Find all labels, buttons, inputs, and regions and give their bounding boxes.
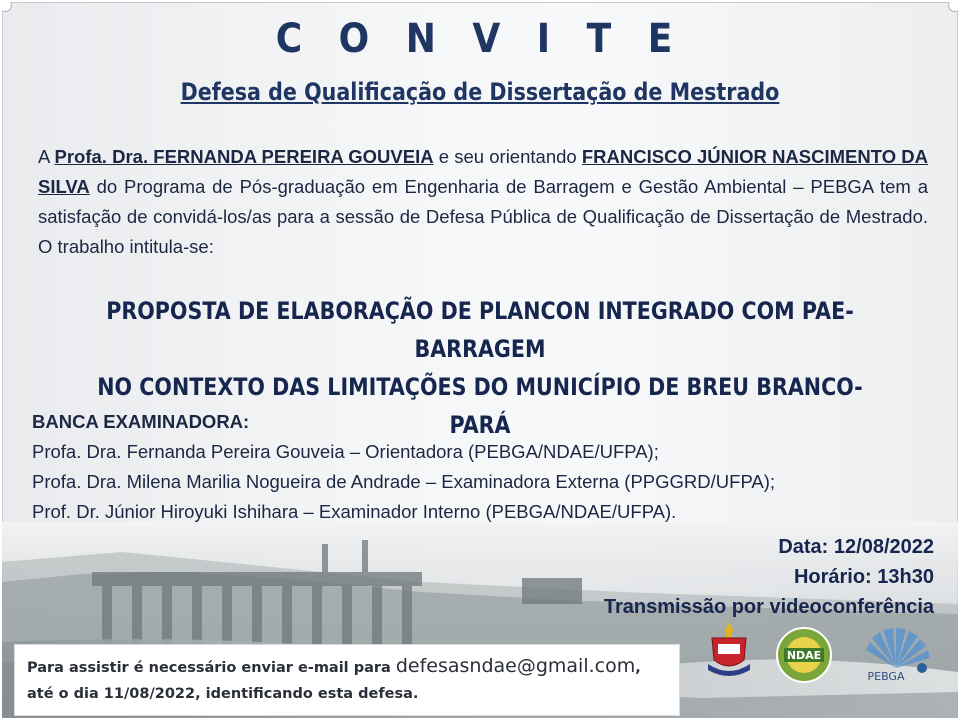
notice-text-part: até o dia 11/08/2022, identificando esta defesa. [27,686,419,702]
student-name: FRANCISCO JÚNIOR NASCIMENTO DA SILVA [38,146,928,197]
corner-dot [948,2,958,12]
page-subtitle: Defesa de Qualificação de Dissertação de Mestrado [180,78,780,106]
notice-text-part: , [635,660,641,676]
board-member: Profa. Dra. Fernanda Pereira Gouveia – Orientadora (PEBGA/NDAE/UFPA); [32,441,659,462]
ndae-logo-text: NDAE [786,649,822,662]
event-mode: Transmissão por videoconferência [603,596,934,618]
board-member: Prof. Dr. Júnior Hiroyuki Ishihara – Examinador Interno (PEBGA/NDAE/UFPA). [32,501,677,522]
examining-board-heading: BANCA EXAMINADORA: [32,411,250,432]
contact-email[interactable]: defesasndae@gmail.com [395,655,636,677]
intro-paragraph [38,142,928,262]
notice-text-part: Para assistir é necessário enviar e-mail para [27,660,396,676]
registration-notice [14,644,680,716]
page-title: C O N V I T E [275,16,685,62]
thesis-title-line: NO CONTEXTO DAS LIMITAÇÕES DO MUNICÍPIO DE BREU BRANCO-PARÁ [97,373,863,439]
pebga-logo-text: PEBGA [867,670,905,683]
intro-text: do Programa de Pós-graduação em Engenharia de Barragem e Gestão Ambiental – PEBGA tem a satisfação de convidá-los/as para a sessão de Defesa Pública de Qualificação de Dissertação de Mestrado. O trabalho intitula-se: [38,176,928,257]
invitation-card [2,2,958,718]
advisor-name: Profa. Dra. FERNANDA PEREIRA GOUVEIA [54,146,434,167]
thesis-title-line: PROPOSTA DE ELABORAÇÃO DE PLANCON INTEGRADO COM PAE-BARRAGEM [106,297,854,363]
pebga-logo [856,624,938,684]
corner-dot [2,2,12,12]
event-info [604,532,934,622]
board-member: Profa. Dra. Milena Marilia Nogueira de Andrade – Examinadora Externa (PPGGRD/UFPA); [32,471,776,492]
intro-text: e seu orientando [433,146,582,167]
examining-board [32,407,775,527]
ndae-logo [775,626,833,684]
notice-text [15,645,679,707]
ufpa-crest-logo [704,620,754,682]
event-date: Data: 12/08/2022 [778,536,934,558]
intro-text: A [38,146,55,167]
event-time: Horário: 13h30 [793,566,934,588]
